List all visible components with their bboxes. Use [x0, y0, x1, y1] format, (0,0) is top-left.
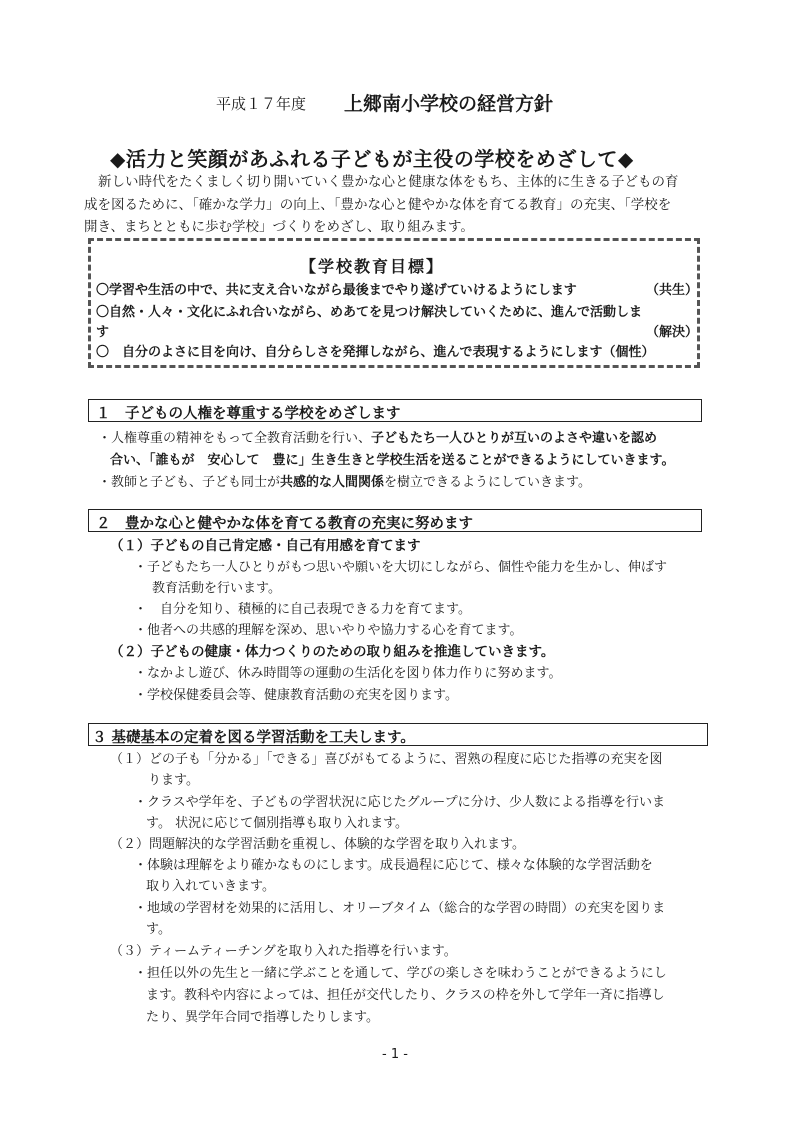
intro-line-1: 新しい時代をたくましく切り開いていく豊かな心と健康な体をもち、主体的に生きる子どもの育: [98, 174, 679, 190]
section-3-p2-line-b: ・体験は理解をより確かなものにします。成長過程に応じて、様々な体験的な学習活動を: [134, 858, 653, 873]
section-3-p3-line-c: ます。教科や内容によっては、担任が交代したり、クラスの枠を外して学年一斉に指導し: [146, 988, 665, 1003]
fiscal-year: 平成１７年度: [216, 95, 307, 113]
goal-tag-2: （解決）: [646, 325, 699, 340]
intro-line-2: 成を図るために、「確かな学力」の向上、「豊かな心と健やかな体を育てる教育」の充実、「学校を: [84, 197, 672, 213]
intro-line-3: 開き、まちとともに歩む学校」づくりをめざし、取り組みます。: [84, 219, 474, 235]
goal-line-2: 〇自然・人々・文化にふれ合いながら、めあてを見つけ解決していくために、進んで活動しま: [96, 305, 643, 320]
goal-tag-1: （共生）: [646, 283, 699, 298]
school-goals-title: 【学校教育目標】: [300, 257, 445, 276]
section-2-sub-2-line-a: ・なかよし遊び、休み時間等の運動の生活化を図り体力作りに努めます。: [134, 666, 562, 681]
section-2-sub-2: （２）子どもの健康・体力つくりのための取り組みを推進していきます。: [110, 644, 555, 660]
goal-line-1: 〇学習や生活の中で、共に支え合いながら最後までやり遂げていけるようにします: [96, 283, 577, 298]
page-number: - 1 -: [382, 1047, 408, 1062]
section-3-p1-line-b: ります。: [148, 773, 199, 788]
goal-line-2-cont: す: [96, 325, 110, 340]
section-2-sub-1: （１）子どもの自己肯定感・自己有用感を育てます: [110, 538, 421, 554]
section-2-sub-1-line-a: ・子どもたち一人ひとりがもつ思いや願いを大切にしながら、個性や能力を生かし、伸ばす: [134, 560, 668, 575]
section-1-line-2: 合い、「誰もが 安心して 豊に」生き生きと学校生活を送ることができるようにしていきます。: [110, 453, 675, 468]
section-3-p2-line-c: 取り入れていきます。: [146, 879, 275, 894]
section-3-p2-line-e: す。: [146, 922, 171, 937]
section-1-line-1: [98, 427, 657, 446]
section-3-p3-line-a: （３）ティームティーチングを取り入れた指導を行います。: [110, 944, 457, 959]
section-1-line-3a: ・教師と子ども、子ども同士が: [98, 475, 281, 490]
slogan: ◆活力と笑顔があふれる子どもが主役の学校をめざして◆: [110, 147, 634, 171]
section-2-sub-2-line-b: ・学校保健委員会等、健康教育活動の充実を図ります。: [134, 688, 458, 703]
section-3-p1-line-d: す。 状況に応じて個別指導も取り入れます。: [146, 816, 409, 831]
section-3-p1-line-a: （１）どの子も「分かる」「できる」喜びがもてるように、習熟の程度に応じた指導の充実を図: [110, 752, 663, 767]
section-1-line-3: [98, 471, 591, 490]
section-2-sub-1-line-b: 教育活動を行います。: [152, 581, 281, 596]
goal-line-3: 〇 自分のよさに目を向け、自分らしさを発揮しながら、進んで表現するようにします（個性）: [96, 345, 655, 360]
section-1-line-1a: ・人権尊重の精神をもって全教育活動を行い、: [98, 431, 372, 446]
section-1-line-3b: 共感的な人間関係: [280, 475, 385, 490]
page-title: 上郷南小学校の経営方針: [344, 93, 554, 115]
section-1-line-1b: 子どもたち一人ひとりが互いのよさや違いを認め: [371, 431, 658, 446]
section-3-p2-line-a: （２）問題解決的な学習活動を重視し、体験的な学習を取り入れます。: [110, 837, 525, 852]
section-3-title: ３ 基礎基本の定着を図る学習活動を工夫します。: [92, 730, 415, 746]
section-2-sub-1-line-d: ・他者への共感的理解を深め、思いやりや協力する心を育てます。: [134, 623, 523, 638]
section-3-p3-line-d: たり、異学年合同で指導したりします。: [146, 1010, 379, 1025]
section-3-p2-line-d: ・地域の学習材を効果的に活用し、オリーブタイム（総合的な学習の時間）の充実を図りま: [134, 901, 666, 916]
section-1-title: １ 子どもの人権を尊重する学校をめざします: [96, 406, 401, 422]
section-2-sub-1-line-c: ・ 自分を知り、積極的に自己表現できる力を育てます。: [134, 602, 471, 617]
section-1-line-3c: を樹立できるようにしていきます。: [384, 475, 591, 490]
section-3-p3-line-b: ・担任以外の先生と一緒に学ぶことを通して、学びの楽しさを味わうことができるようにし: [134, 966, 667, 981]
section-2-title: ２ 豊かな心と健やかな体を育てる教育の充実に努めます: [96, 516, 473, 532]
section-3-p1-line-c: ・クラスや学年を、子どもの学習状況に応じたグループに分け、少人数による指導を行いま: [134, 795, 666, 810]
